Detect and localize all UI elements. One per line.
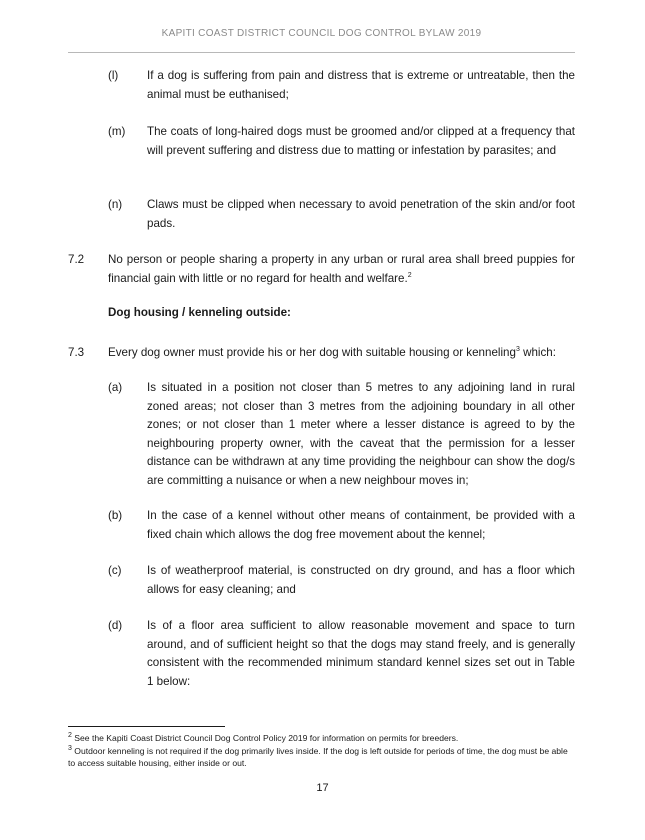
clause-text: [108, 251, 575, 288]
clause-number: 7.3: [68, 346, 85, 359]
footnote-number: 3: [68, 745, 72, 753]
footnote-2: [68, 732, 575, 744]
item-label-l: (l): [108, 69, 119, 82]
item-text-c: Is of weatherproof material, is constructed on dry ground, and has a floor which allows for easy cleaning; and: [147, 564, 575, 596]
clause-body: Every dog owner must provide his or her dog with suitable housing or kenneling: [108, 346, 516, 359]
item-text-m: The coats of long-haired dogs must be groomed and/or clipped at a frequency that will prevent suffering and distress due to matting or infestation by parasites; and: [147, 125, 575, 157]
header-divider: [68, 52, 575, 53]
section-heading: Dog housing / kenneling outside:: [108, 306, 291, 319]
item-label-c: (c): [108, 564, 122, 577]
item-text-b: In the case of a kennel without other means of containment, be provided with a fixed chain which allows the dog free movement about the kennel;: [147, 509, 575, 541]
clause-text: [108, 344, 578, 363]
page-number: 17: [316, 782, 329, 794]
item-text-a: Is situated in a position not closer than 5 metres to any adjoining land in rural zoned areas; not closer than 3 metres from the adjoining boundary in all other zones; or not closer than 1 meter where a lesser distance is agreed to by the neighbouring property owner, with the caveat that the permission for a lesser distance can be withdrawn at any time providing the neighbour can show the dog/s are committing a nuisance or when a new neighbour moves in;: [147, 381, 575, 487]
footnote-ref-3[interactable]: 3: [515, 346, 520, 354]
footnote-3: [68, 745, 575, 769]
item-text-d: Is of a floor area sufficient to allow reasonable movement and space to turn around, and of sufficient height so that the dogs may stand freely, and is generally consistent with the recommended minimum standard kennel sizes set out in Table 1 below:: [147, 619, 575, 688]
item-text-l: If a dog is suffering from pain and distress that is extreme or untreatable, then the animal must be euthanised;: [147, 69, 575, 101]
item-text-n: Claws must be clipped when necessary to avoid penetration of the skin and/or foot pads.: [147, 198, 575, 230]
footnote-text: Outdoor kenneling is not required if the dog primarily lives inside. If the dog is left outside for periods of time, the dog must be able to access suitable housing, either inside or out.: [68, 746, 568, 768]
footnote-text: See the Kapiti Coast District Council Dog Control Policy 2019 for information on permits for breeders.: [71, 733, 459, 743]
footnote-number: 2: [68, 732, 72, 740]
footnote-divider: [68, 726, 225, 727]
item-label-m: (m): [108, 125, 126, 138]
item-label-b: (b): [108, 509, 123, 522]
item-label-n: (n): [108, 198, 123, 211]
running-header: KAPITI COAST DISTRICT COUNCIL DOG CONTROL BYLAW 2019: [161, 28, 482, 39]
item-label-d: (d): [108, 619, 123, 632]
clause-body-end: which:: [519, 346, 556, 359]
item-label-a: (a): [108, 381, 123, 394]
footnote-ref-2[interactable]: 2: [407, 271, 412, 279]
clause-body: No person or people sharing a property in any urban or rural area shall breed puppies for financial gain with little or no regard for health and welfare.: [108, 253, 575, 285]
clause-number: 7.2: [68, 253, 85, 266]
